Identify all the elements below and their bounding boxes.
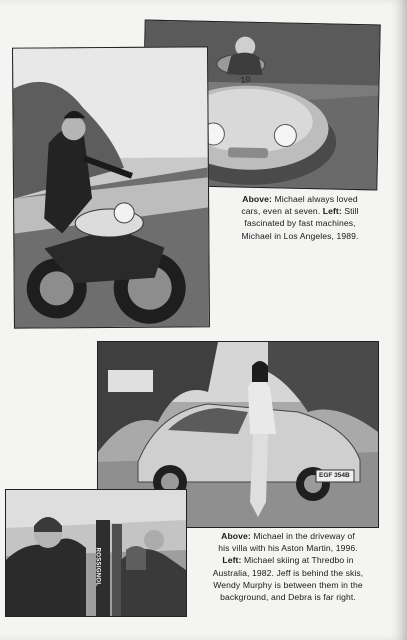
caption-line <box>193 554 383 566</box>
caption-line <box>221 217 379 229</box>
caption-text: background, and Debra is far right. <box>220 592 356 603</box>
caption-line <box>221 193 379 205</box>
caption-text: Still <box>341 206 359 217</box>
caption-line <box>221 230 379 242</box>
caption-label-left: Left: <box>222 555 242 566</box>
caption-text: Wendy Murphy is between them in the <box>213 579 363 590</box>
top-photo-caption <box>221 193 379 242</box>
motorcycle-photo <box>12 46 210 328</box>
license-plate: EGF 354B <box>319 472 350 479</box>
caption-text: Michael always loved <box>272 194 358 204</box>
caption-text: Michael in the driveway of <box>250 531 355 541</box>
caption-label-left: Left: <box>322 206 342 217</box>
caption-text: fascinated by fast machines, <box>244 218 356 229</box>
caption-line <box>193 530 383 542</box>
caption-text: Michael in Los Angeles, 1989. <box>241 230 359 241</box>
ski-brand-label: ROSSIGNOL <box>94 547 101 587</box>
caption-line <box>193 567 383 579</box>
bumper-car-number: 10 <box>239 74 252 86</box>
caption-line <box>193 542 383 554</box>
caption-line <box>193 591 383 603</box>
skiing-photo <box>5 489 187 617</box>
caption-line <box>221 205 379 217</box>
caption-label-above: Above: <box>242 194 273 204</box>
caption-label-above: Above: <box>221 531 251 541</box>
caption-text: Australia, 1982. Jeff is behind the skis, <box>212 567 364 578</box>
caption-line <box>193 579 383 591</box>
caption-text: Michael skiing at Thredbo in <box>241 555 354 566</box>
bottom-photo-caption <box>193 530 383 603</box>
caption-text: cars, even at seven. <box>241 206 323 217</box>
caption-text: his villa with his Aston Martin, 1996. <box>218 543 358 554</box>
